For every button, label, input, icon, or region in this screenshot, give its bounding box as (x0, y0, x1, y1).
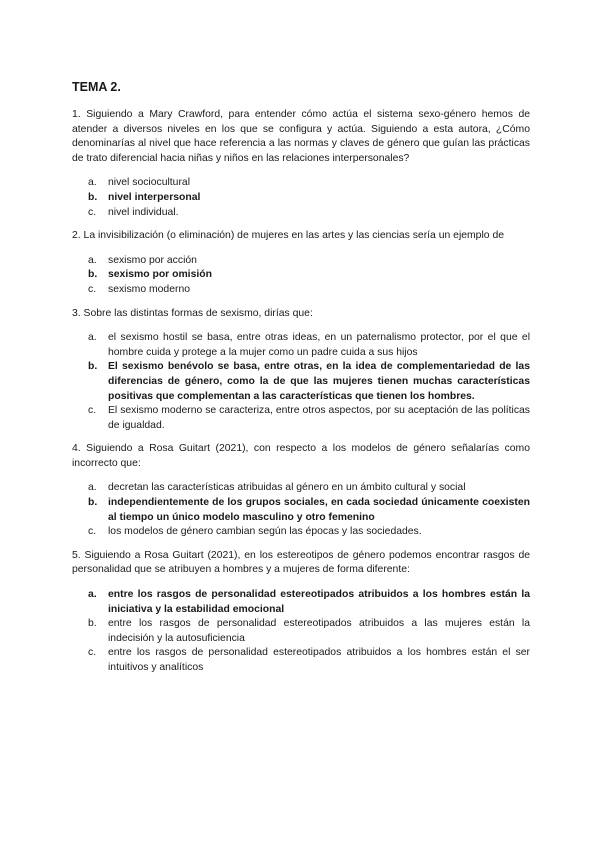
q4-option-a (72, 481, 530, 496)
q5-option-a-correct (72, 588, 530, 617)
option-text: entre los rasgos de personalidad estereotipados atribuidos a las mujeres están la indecisión y la autosuficiencia (108, 618, 530, 644)
q5-option-c (72, 646, 530, 675)
option-letter: c. (88, 283, 97, 295)
q1-option-a (72, 176, 530, 191)
option-letter: c. (88, 206, 97, 218)
option-text: el sexismo hostil se basa, entre otras ideas, en un paternalismo protector, por el que el hombre cuida y protege a la mujer como un padre cuida a sus hijos (108, 332, 530, 358)
option-text: entre los rasgos de personalidad estereotipados atribuidos a los hombres están el ser intuitivos y analíticos (108, 647, 530, 673)
option-letter: a. (88, 254, 97, 266)
q3-option-b-correct (72, 360, 530, 404)
option-text: nivel sociocultural (108, 177, 191, 189)
option-letter: c. (88, 647, 97, 659)
options-q4 (72, 481, 530, 539)
q5-option-b (72, 617, 530, 646)
options-q2 (72, 254, 530, 298)
options-q1 (72, 176, 530, 220)
q3-option-c (72, 404, 530, 433)
option-letter: a. (88, 332, 97, 344)
option-text: El sexismo benévolo se basa, entre otras, en la idea de complementariedad de las diferencias de género, como la de que las mujeres tienen muchas características positivas que complementan a las características que tienen los hombres. (108, 361, 530, 402)
option-text: sexismo por acción (108, 254, 197, 266)
q4-option-c (72, 525, 530, 540)
question-4: 4. Siguiendo a Rosa Guitart (2021), con respecto a los modelos de género señalarías como incorrecto que: (72, 443, 530, 469)
option-text: entre los rasgos de personalidad estereotipados atribuidos a los hombres están la iniciativa y la estabilidad emocional (108, 589, 530, 615)
option-letter: b. (88, 618, 97, 630)
options-q5 (72, 588, 530, 676)
page-title: TEMA 2. (72, 80, 121, 94)
question-5: 5. Siguiendo a Rosa Guitart (2021), en los estereotipos de género podemos encontrar rasgos de personalidad que se atribuyen a hombres y a mujeres de forma diferente: (72, 549, 530, 576)
option-letter: b. (88, 191, 98, 203)
option-text: nivel interpersonal (108, 191, 201, 203)
option-letter: b. (88, 269, 98, 281)
question-2: 2. La invisibilización (o eliminación) de mujeres en las artes y las ciencias sería un ejemplo de (72, 230, 504, 242)
options-q3 (72, 331, 530, 433)
q1-option-c (72, 206, 530, 221)
option-letter: a. (88, 177, 97, 189)
q2-option-b-correct (72, 268, 530, 283)
option-text: decretan las características atribuidas al género en un ámbito cultural y social (108, 482, 466, 494)
option-text: sexismo por omisión (108, 269, 212, 281)
option-letter: a. (88, 482, 97, 494)
q2-option-a (72, 254, 530, 269)
option-text: independientemente de los grupos sociales, en cada sociedad únicamente coexisten al tiempo un único modelo masculino y otro femenino (108, 497, 530, 523)
q4-option-b-correct (72, 496, 530, 525)
option-letter: c. (88, 526, 97, 538)
q1-option-b-correct (72, 191, 530, 206)
option-letter: b. (88, 497, 98, 509)
q3-option-a (72, 331, 530, 360)
option-text: sexismo moderno (108, 283, 191, 295)
option-letter: b. (88, 361, 98, 373)
option-letter: c. (88, 405, 97, 417)
option-text: El sexismo moderno se caracteriza, entre otros aspectos, por su aceptación de las políticas de igualdad. (108, 405, 530, 431)
q2-option-c (72, 283, 530, 298)
question-1: 1. Siguiendo a Mary Crawford, para entender cómo actúa el sistema sexo-género hemos de atender a diversos niveles en los que se configura y actúa. Siguiendo a esta autora, ¿Cómo denominarías al nivel que hace referencia a las normas y claves de género que guían las prácticas de trato diferencial hacia niñas y niños en las relaciones interpersonales? (72, 109, 530, 164)
option-text: los modelos de género cambian según las épocas y las sociedades. (108, 526, 422, 538)
question-3: 3. Sobre las distintas formas de sexismo, dirías que: (72, 307, 313, 319)
option-text: nivel individual. (108, 206, 179, 218)
option-letter: a. (88, 589, 97, 601)
